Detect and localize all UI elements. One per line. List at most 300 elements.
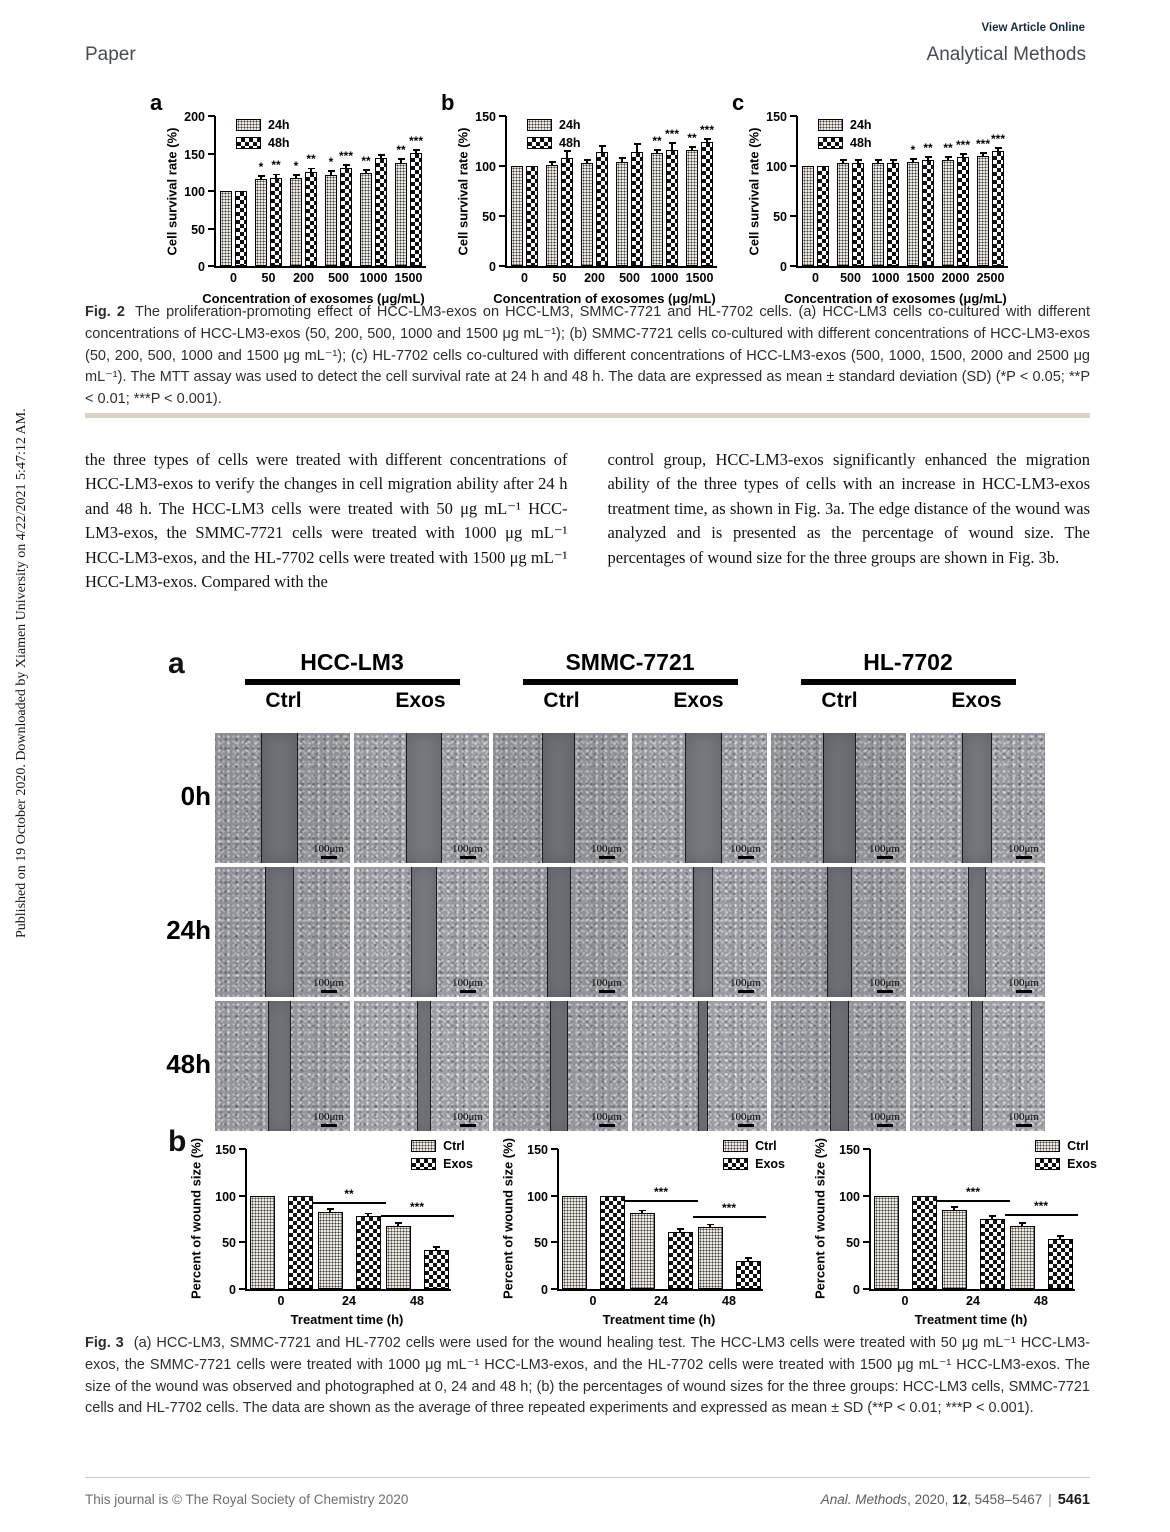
micro-image [632, 733, 767, 863]
x-tick-label: 50 [261, 271, 276, 285]
error-bar [892, 161, 894, 164]
error-bar-cap [980, 152, 987, 154]
error-bar-cap [363, 169, 370, 171]
footer-copyright: This journal is © The Royal Society of Chemistry 2020 [85, 1492, 409, 1507]
legend-swatch-Ctrl [411, 1140, 436, 1152]
y-tick-mark [208, 115, 215, 117]
x-tick-label: 1000 [871, 271, 900, 285]
x-tick-label: 0 [589, 1294, 597, 1308]
error-bar [551, 163, 553, 166]
y-tick-label: 50 [773, 210, 787, 224]
significance-stars: *** [721, 1201, 736, 1216]
y-tick-mark [239, 1241, 246, 1243]
view-article-online-link[interactable]: View Article Online [981, 22, 1085, 34]
significance-line [313, 1202, 386, 1204]
error-bar-cap [945, 156, 952, 158]
legend-row [1035, 1157, 1097, 1171]
legend-label: 24h [268, 118, 290, 132]
significance-stars: *** [409, 1200, 424, 1215]
scale-bar [869, 977, 900, 994]
error-bar [671, 144, 673, 151]
error-bar [400, 160, 402, 164]
bar-48h-2000 [957, 157, 969, 266]
error-bar [260, 177, 262, 180]
x-tick-label: 200 [584, 271, 605, 285]
scale-label: 100μm [452, 1110, 483, 1123]
scale-bar [730, 1111, 761, 1128]
y-tick-mark [208, 265, 215, 267]
error-bar [275, 175, 277, 178]
error-bar-cap [273, 174, 280, 176]
chart-legend [723, 1139, 785, 1175]
bar-24h-50 [255, 179, 267, 266]
scale-bar-line [738, 1124, 754, 1128]
figure-2-caption [85, 302, 1090, 411]
y-tick-label: 0 [541, 1283, 548, 1297]
legend-row [723, 1139, 785, 1153]
y-tick-label: 0 [198, 260, 205, 274]
y-axis-title: Cell survival rate (%) [164, 127, 180, 256]
error-bar-cap [549, 161, 556, 163]
scale-bar-line [460, 856, 476, 860]
scale-bar-line [877, 856, 893, 860]
panel-letter-a: a [150, 90, 163, 115]
legend-label: Exos [755, 1157, 785, 1171]
legend-label: 24h [850, 118, 872, 132]
legend-row [527, 118, 581, 132]
scale-bar [313, 843, 344, 860]
significance-stars: ** [943, 141, 953, 155]
error-bar-cap [1057, 1235, 1064, 1237]
footer-volume: 12 [952, 1492, 968, 1507]
legend-swatch-Ctrl [723, 1140, 748, 1152]
error-bar [621, 159, 623, 163]
error-bar-cap [925, 156, 932, 158]
wound-gap [827, 867, 852, 997]
micro-image [910, 733, 1045, 863]
error-bar-cap [395, 1222, 402, 1224]
y-axis-title: Percent of wound size (%) [812, 1137, 828, 1300]
bar-24h-500 [616, 162, 628, 266]
y-tick-label: 100 [215, 1189, 236, 1204]
legend-label: Ctrl [755, 1139, 777, 1153]
y-tick-mark [551, 1195, 558, 1197]
error-bar [709, 1225, 711, 1228]
scale-label: 100μm [591, 842, 622, 855]
group-header-SMMC-7721 [493, 649, 767, 713]
significance-stars: ** [652, 134, 662, 148]
y-tick-mark [208, 228, 215, 230]
error-bar [912, 160, 914, 163]
y-tick-label: 100 [766, 160, 787, 174]
bar-Ctrl-24 [318, 1212, 343, 1289]
page-header [85, 44, 1086, 66]
micro-image [632, 867, 767, 997]
fig3-panel-a-letter: a [168, 647, 185, 680]
x-tick-label: 1000 [650, 271, 679, 285]
error-bar [329, 1210, 331, 1213]
legend-swatch-24h [236, 119, 261, 131]
chart-legend [527, 118, 581, 154]
significance-stars: *** [653, 1185, 668, 1200]
significance-stars: ** [923, 141, 933, 155]
scale-bar [452, 977, 483, 994]
figure-2-caption-text: The proliferation-promoting effect of HCC-LM3-exos on HCC-LM3, SMMC-7721 and HL-7702 cells. (a) HCC-LM3 cells co-cultured with different concentrations of HCC-LM3-exos (50, 200, 500, 1000 and 1500 μg mL⁻¹); (b) SMMC-7721 cells co-cultured with different concentrations of HCC-LM3-exos (50, 200, 500, 1000 and 1500 μg mL⁻¹); (c) HL-7702 cells co-cultured with different concentrations of HCC-LM3-exos (500, 1000, 1500, 2000 and 2500 μg mL⁻¹). The MTT assay was used to detect the cell survival rate at 24 h and 48 h. The data are expressed as mean ± standard deviation (SD) (*P < 0.05; **P < 0.01; ***P < 0.001). [85, 304, 1090, 407]
bar-24h-200 [290, 178, 302, 266]
bar-24h-1500 [686, 150, 698, 266]
bar-48h-0 [817, 166, 829, 266]
micro-image [910, 1001, 1045, 1131]
y-tick-label: 100 [184, 185, 205, 199]
significance-stars: ** [344, 1187, 354, 1202]
group-name: SMMC-7721 [565, 649, 695, 675]
y-tick-label: 0 [229, 1283, 236, 1297]
scale-label: 100μm [869, 1110, 900, 1123]
error-bar-cap [1019, 1222, 1026, 1224]
scale-label: 100μm [730, 976, 761, 989]
group-header-HL-7702 [771, 649, 1045, 713]
significance-stars: *** [408, 133, 423, 148]
scale-label: 100μm [452, 842, 483, 855]
x-tick-label: 0 [812, 271, 819, 285]
wound-gap [547, 867, 571, 997]
figure-3-label: Fig. 3 [85, 1335, 124, 1351]
legend-label: 48h [850, 136, 872, 150]
bar-48h-0 [526, 166, 538, 266]
bar-Exos-48 [424, 1250, 449, 1289]
bar-Ctrl-24 [942, 1210, 967, 1289]
significance-line [381, 1215, 454, 1217]
bar-Ctrl-0 [562, 1196, 587, 1289]
scale-bar [869, 1111, 900, 1128]
fig2-chart-a [150, 90, 441, 308]
error-bar-cap [293, 174, 300, 176]
y-tick-label: 150 [839, 1143, 860, 1157]
bar-48h-1500 [922, 160, 934, 266]
figure-2 [150, 90, 1023, 308]
bar-48h-500 [852, 163, 864, 266]
micro-image [771, 733, 906, 863]
bar-Ctrl-48 [386, 1226, 411, 1289]
error-bar-cap [258, 175, 265, 177]
x-tick-label: 500 [619, 271, 640, 285]
bar-Ctrl-0 [874, 1196, 899, 1289]
error-bar-cap [365, 1213, 372, 1215]
bar-24h-500 [837, 163, 849, 266]
wound-gap [550, 1001, 568, 1131]
error-bar [295, 176, 297, 179]
condition-label-Ctrl: Ctrl [821, 689, 858, 712]
x-tick-label: 0 [277, 1294, 285, 1308]
y-tick-label: 150 [475, 110, 496, 124]
legend-label: 24h [559, 118, 581, 132]
error-bar [310, 169, 312, 172]
x-tick-label: 0 [230, 271, 237, 285]
wound-gap [685, 733, 722, 863]
x-axis-title: Treatment time (h) [290, 1312, 404, 1327]
error-bar [397, 1224, 399, 1227]
fig3-chart-hcclm3 [177, 1131, 477, 1327]
x-tick-label: 1500 [906, 271, 935, 285]
bar-Ctrl-0 [250, 1196, 275, 1289]
y-tick-label: 0 [489, 260, 496, 274]
error-bar-cap [584, 159, 591, 161]
bar-Exos-24 [980, 1219, 1005, 1289]
y-tick-mark [863, 1241, 870, 1243]
error-bar [415, 151, 417, 154]
bar-24h-200 [581, 163, 593, 266]
bar-24h-2000 [942, 160, 954, 266]
error-bar [1021, 1224, 1023, 1227]
scale-bar [1008, 977, 1039, 994]
error-bar [877, 161, 879, 164]
scale-label: 100μm [313, 976, 344, 989]
scale-label: 100μm [591, 976, 622, 989]
micro-image [493, 733, 628, 863]
micro-image [215, 867, 350, 997]
bar-48h-50 [561, 158, 573, 266]
y-tick-mark [863, 1195, 870, 1197]
legend-label: 48h [559, 136, 581, 150]
error-bar [706, 140, 708, 143]
error-bar-cap [855, 159, 862, 161]
legend-swatch-48h [527, 137, 552, 149]
y-tick-label: 150 [527, 1143, 548, 1157]
y-tick-label: 100 [839, 1189, 860, 1204]
condition-label-Exos: Exos [951, 689, 1002, 712]
row-label-24h: 24h [166, 915, 211, 945]
error-bar-cap [910, 158, 917, 160]
y-axis-title: Percent of wound size (%) [188, 1137, 204, 1300]
section-divider [85, 413, 1090, 418]
bar-48h-1000 [887, 163, 899, 266]
error-bar-cap [654, 149, 661, 151]
legend-swatch-48h [236, 137, 261, 149]
figure-3 [85, 645, 1097, 1330]
y-tick-label: 50 [191, 222, 205, 237]
x-tick-label: 48 [1034, 1294, 1048, 1308]
error-bar-cap [875, 159, 882, 161]
figure-3-caption-text: (a) HCC-LM3, SMMC-7721 and HL-7702 cells were used for the wound healing test. The HCC-LM3 cells were treated with 50 μg mL⁻¹ HCC-LM3-exos, the SMMC-7721 cells were treated with 1000 μg mL⁻¹ HCC-LM3-exos, and the HL-7702 cells were treated with 1500 μg mL⁻¹ HCC-LM3-exos. The size of the wound was observed and photographed at 0, 24 and 48 h; (b) the percentages of wound sizes for the three groups: HCC-LM3 cells, SMMC-7721 cells and HL-7702 cells. The data are shown as the average of three repeated experiments and expressed as mean ± SD (**P < 0.01; ***P < 0.001). [85, 1335, 1090, 1417]
bar-Exos-48 [1048, 1239, 1073, 1289]
bar-24h-50 [546, 165, 558, 266]
scale-label: 100μm [730, 842, 761, 855]
significance-stars: * [258, 159, 264, 174]
y-tick-label: 50 [222, 1236, 236, 1251]
micro-image [910, 867, 1045, 997]
error-bar-cap [677, 1228, 684, 1230]
footer-citation [821, 1492, 1090, 1508]
micro-image [771, 867, 906, 997]
condition-label-Exos: Exos [673, 689, 724, 712]
x-tick-label: 0 [901, 1294, 909, 1308]
error-bar [1059, 1237, 1061, 1240]
y-tick-mark [551, 1148, 558, 1150]
x-axis-title: Concentration of exosomes (μg/mL) [493, 291, 716, 306]
error-bar-cap [995, 147, 1002, 149]
micro-image [771, 1001, 906, 1131]
y-tick-mark [499, 265, 506, 267]
wound-gap [968, 867, 986, 997]
chart-legend [236, 118, 290, 154]
scale-bar [452, 1111, 483, 1128]
y-tick-mark [790, 115, 797, 117]
y-tick-label: 150 [184, 147, 205, 162]
scale-label: 100μm [1008, 842, 1039, 855]
legend-row [411, 1139, 473, 1153]
footer-separator: | [1048, 1492, 1052, 1507]
y-tick-label: 0 [853, 1283, 860, 1297]
bar-Exos-48 [736, 1261, 761, 1289]
error-bar [947, 158, 949, 161]
x-tick-label: 2500 [976, 271, 1005, 285]
scale-bar-line [321, 1124, 337, 1128]
bar-Exos-0 [600, 1196, 625, 1289]
error-bar-cap [619, 157, 626, 159]
error-bar [641, 1211, 643, 1214]
bar-24h-2500 [977, 156, 989, 266]
y-axis-title: Cell survival rate (%) [746, 127, 762, 256]
scale-bar [313, 977, 344, 994]
scale-bar-line [460, 1124, 476, 1128]
error-bar-cap [989, 1215, 996, 1217]
y-axis-title: Percent of wound size (%) [500, 1137, 516, 1300]
y-tick-mark [790, 165, 797, 167]
scale-bar-line [599, 990, 615, 994]
x-tick-label: 24 [342, 1294, 356, 1308]
wound-gap [823, 733, 856, 863]
panel-letter-b: b [441, 90, 455, 115]
significance-stars: *** [664, 127, 679, 141]
condition-labels [771, 689, 1045, 713]
scale-label: 100μm [452, 976, 483, 989]
scale-bar [452, 843, 483, 860]
error-bar [747, 1259, 749, 1262]
x-tick-label: 50 [552, 271, 567, 285]
error-bar-cap [413, 149, 420, 151]
significance-stars: *** [965, 1185, 980, 1200]
fig2-chart-c [732, 90, 1023, 308]
x-tick-label: 1500 [394, 271, 423, 285]
significance-stars: * [910, 143, 916, 157]
error-bar [601, 147, 603, 153]
fig3-panel-b-charts [177, 1131, 1101, 1327]
wound-gap [417, 1001, 431, 1131]
x-tick-label: 48 [722, 1294, 736, 1308]
scale-label: 100μm [869, 842, 900, 855]
wound-gap [971, 1001, 982, 1131]
error-bar [842, 161, 844, 164]
condition-labels [493, 689, 767, 713]
x-tick-label: 500 [328, 271, 349, 285]
footer-pages: , 5458–5467 [967, 1492, 1043, 1507]
significance-stars: ** [396, 142, 406, 157]
y-tick-label: 50 [846, 1236, 860, 1251]
body-text [85, 448, 1090, 594]
x-tick-label: 1000 [359, 271, 388, 285]
bar-48h-1000 [375, 158, 387, 266]
significance-stars: ** [687, 131, 697, 145]
error-bar-cap [890, 159, 897, 161]
condition-label-Ctrl: Ctrl [265, 689, 302, 712]
significance-stars: * [328, 154, 334, 169]
legend-label: Ctrl [1067, 1139, 1089, 1153]
legend-swatch-Exos [1035, 1158, 1060, 1170]
scale-bar-line [460, 990, 476, 994]
x-tick-label: 24 [966, 1294, 980, 1308]
figure-3-caption [85, 1333, 1090, 1420]
legend-row [1035, 1139, 1097, 1153]
wound-gap [962, 733, 992, 863]
error-bar [857, 161, 859, 164]
scale-bar [313, 1111, 344, 1128]
bar-24h-1000 [872, 163, 884, 266]
bar-24h-1000 [651, 153, 663, 266]
scale-bar [591, 1111, 622, 1128]
error-bar-cap [327, 1208, 334, 1210]
significance-line [625, 1200, 698, 1202]
y-tick-label: 50 [482, 210, 496, 224]
y-tick-label: 50 [534, 1236, 548, 1251]
error-bar-cap [840, 159, 847, 161]
significance-stars: ** [271, 158, 281, 173]
scale-label: 100μm [1008, 1110, 1039, 1123]
x-axis-title: Treatment time (h) [602, 1312, 716, 1327]
bar-48h-500 [340, 168, 352, 266]
error-bar [962, 155, 964, 158]
y-tick-mark [790, 215, 797, 217]
condition-label-Exos: Exos [395, 689, 446, 712]
legend-label: Exos [443, 1157, 473, 1171]
footer-year: , 2020, [907, 1492, 953, 1507]
error-bar [691, 148, 693, 151]
y-tick-mark [208, 190, 215, 192]
y-tick-mark [239, 1148, 246, 1150]
error-bar [679, 1230, 681, 1233]
x-tick-label: 24 [654, 1294, 668, 1308]
bar-Exos-0 [288, 1196, 313, 1289]
error-bar [367, 1214, 369, 1217]
significance-stars: * [293, 159, 299, 173]
group-name: HL-7702 [863, 649, 953, 675]
bar-48h-200 [305, 172, 317, 267]
scale-label: 100μm [730, 1110, 761, 1123]
x-tick-label: 2000 [941, 271, 970, 285]
legend-row [527, 136, 581, 150]
legend-row [411, 1157, 473, 1171]
error-bar [365, 171, 367, 174]
legend-swatch-24h [818, 119, 843, 131]
scale-bar [730, 977, 761, 994]
wound-gap [542, 733, 575, 863]
condition-label-Ctrl: Ctrl [543, 689, 580, 712]
scale-bar-line [599, 856, 615, 860]
legend-row [818, 136, 872, 150]
group-underline [523, 679, 738, 685]
micro-image [354, 733, 489, 863]
fig2-chart-b [441, 90, 732, 308]
condition-labels [215, 689, 489, 713]
scale-bar [591, 843, 622, 860]
x-axis-title: Concentration of exosomes (μg/mL) [202, 291, 425, 306]
scale-bar-line [877, 990, 893, 994]
y-tick-mark [208, 153, 215, 155]
significance-stars: *** [955, 138, 970, 152]
footer-page-number: 5461 [1057, 1492, 1090, 1508]
legend-swatch-24h [527, 119, 552, 131]
error-bar-cap [745, 1257, 752, 1259]
row-label-48h: 48h [166, 1049, 211, 1079]
